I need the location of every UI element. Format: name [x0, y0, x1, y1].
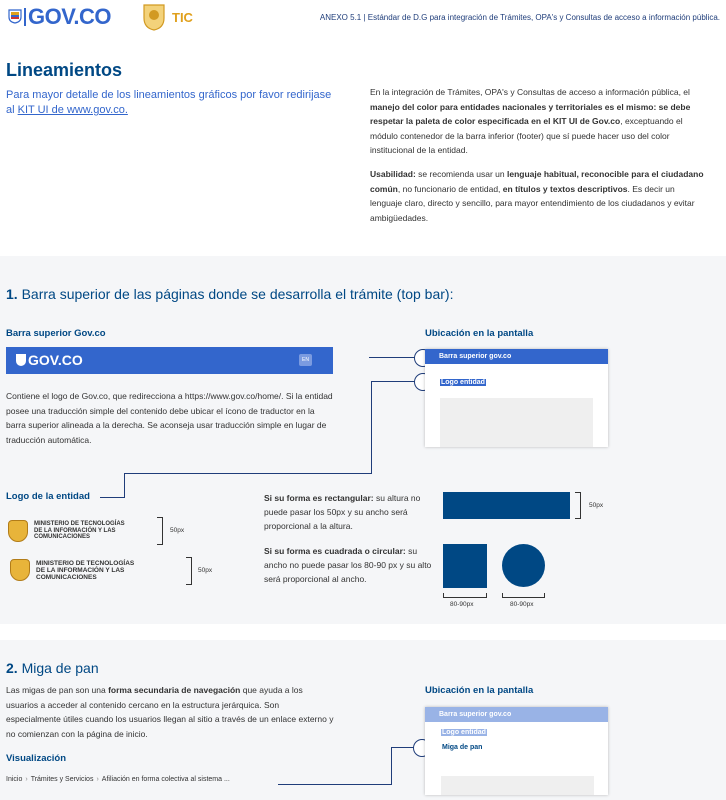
connector-line [391, 747, 414, 748]
entity-seal-icon [10, 559, 30, 581]
p1-text-a: En la integración de Trámites, OPA's y Consultas de acceso a información pública, el [370, 87, 690, 97]
dimension-bracket [157, 517, 163, 545]
breadcrumb-item[interactable]: Afiliación en forma colectiva al sistema ... [101, 776, 230, 783]
entity-logo-sample [10, 559, 141, 581]
entity-name: MINISTERIO DE TECNOLOGÍAS DE LA INFORMACIÓN Y LAS COMUNICACIONES [34, 521, 125, 541]
s2-desc-bold: forma secundaria de navegación [108, 685, 241, 695]
p1-text-bold: manejo del color para entidades nacionales y territoriales es el mismo: se debe respetar la paleta de color especificada en el KIT UI de Gov.co [370, 101, 691, 126]
section-1-title-text: Barra superior de las páginas donde se desarrolla el trámite (top bar): [17, 286, 454, 302]
rule-rect-label: Si su forma es rectangular: [264, 493, 374, 503]
page-title: Lineamientos [6, 60, 123, 80]
rule-sq-text: su ancho no puede pasar los 80-90 px y su alto será proporcional al ancho. [264, 546, 432, 584]
width-label: 80-90px [510, 601, 534, 608]
p2-text-f: . Es decir un lenguaje claro, directo y sencillo, para mayor entendimiento de los ciudadanos y evitar ambigüedades. [370, 183, 695, 223]
annex-header-text: ANEXO 5.1 | Estándar de D.G para integración de Trámites, OPA's y Consultas de acceso a información pública. [319, 13, 720, 22]
s2-desc-c: que ayuda a los usuarios a acceder al contenido cercano en la estructura jerárquica. Son especialmente útiles cuando los usuarios llegan al sitio a través de un enlace externo y no comienzan con la página de inicio. [6, 685, 334, 739]
p2-text-d: , no funcionario de entidad, [397, 183, 503, 194]
height-label: 50px [198, 567, 213, 574]
height-label: 50px [589, 502, 604, 509]
connector-line [100, 497, 125, 498]
connector-line [369, 357, 417, 358]
gov-co-top-bar-sample [6, 347, 333, 374]
connector-line [278, 784, 392, 785]
gov-co-logo[interactable]: GOV.CO [24, 4, 111, 30]
p2-label: Usabilidad: [370, 169, 416, 179]
connector-line [371, 381, 415, 382]
entity-name: MINISTERIO DE TECNOLOGÍAS DE LA INFORMACIÓN Y LAS COMUNICACIONES [36, 559, 135, 581]
rectangular-logo-shape [443, 492, 570, 519]
section-1-number: 1. [6, 286, 18, 302]
top-bar-logo[interactable]: GOV.CO [28, 352, 83, 368]
dimension-bracket [186, 557, 192, 585]
language-toggle[interactable]: EN [299, 354, 312, 366]
connector-line [391, 747, 392, 785]
section-1-title [6, 286, 453, 302]
section-2-title-text: Miga de pan [17, 660, 99, 676]
kit-ui-link[interactable]: KIT UI de www.gov.co. [17, 104, 128, 116]
circular-logo-shape [502, 544, 545, 587]
entity-logo-subheading: Logo de la entidad [6, 491, 90, 502]
screen-mockup [425, 349, 608, 447]
intro-text [6, 88, 336, 118]
entity-logo-sample [8, 520, 134, 542]
section-2-title [6, 660, 99, 676]
colombia-shield-icon [8, 9, 22, 24]
dimension-bracket [575, 492, 581, 519]
top-bar-subheading: Barra superior Gov.co [6, 328, 106, 339]
mock-top-bar: Barra superior gov.co [425, 707, 608, 722]
p2-text-bold-c: lenguaje habitual, reconocible para el ciudadano común [370, 169, 704, 194]
dimension-bracket [502, 593, 545, 598]
tic-logo-text: TIC [172, 10, 193, 25]
mock-logo-label: Logo entidad [442, 729, 486, 736]
gov-shield-icon [16, 354, 26, 366]
rule-sq-label: Si su forma es cuadrada o circular: [264, 546, 406, 556]
section-2-number: 2. [6, 660, 18, 676]
height-label: 50px [170, 527, 185, 534]
mock-content-block [440, 398, 593, 447]
rule-rect-text: su altura no puede pasar los 50px y su ancho será proporcional a la altura. [264, 493, 421, 531]
square-logo-shape [443, 544, 487, 588]
connector-line [124, 473, 372, 474]
mock-breadcrumb-label: Miga de pan [442, 744, 483, 751]
mock-top-bar: Barra superior gov.co [425, 349, 608, 364]
breadcrumb [6, 776, 230, 783]
screen-location-subheading: Ubicación en la pantalla [425, 328, 534, 339]
square-logo-rule [264, 544, 436, 586]
visualization-subheading: Visualización [6, 753, 67, 764]
dimension-bracket [443, 593, 487, 598]
tic-seal-icon [141, 3, 167, 31]
breadcrumb-description [6, 683, 336, 741]
rectangular-logo-rule [264, 491, 436, 533]
intro-text-prefix: Para mayor detalle de los lineamientos gráficos por favor redirijase al [6, 89, 332, 116]
chevron-right-icon: › [96, 776, 99, 783]
screen-mockup [425, 707, 608, 795]
mock-logo-label: Logo entidad [441, 379, 485, 386]
chevron-right-icon: › [25, 776, 28, 783]
usability-paragraph [370, 167, 705, 225]
mock-content-block [441, 776, 594, 795]
p2-text-b: se recomienda usar un [415, 169, 508, 179]
s2-desc-a: Las migas de pan son una [6, 685, 109, 695]
connector-line [124, 473, 125, 498]
breadcrumb-item[interactable]: Inicio [6, 776, 23, 783]
color-guideline-paragraph [370, 85, 705, 158]
p2-text-bold-e: en títulos y textos descriptivos [502, 183, 628, 194]
entity-seal-icon [8, 520, 28, 542]
top-bar-description: Contiene el logo de Gov.co, que redirecciona a https://www.gov.co/home/. Si la entidad posee una traducción simple del contenido debe ubicar el ícono de traductor en la barra superior alineada a la derecha. Se aconseja usar traducción simple en lugar de traducción automática. [6, 391, 333, 445]
width-label: 80-90px [450, 601, 474, 608]
breadcrumb-item[interactable]: Trámites y Servicios [30, 776, 94, 783]
p1-text-c: , exceptuando el módulo contenedor de la barra inferior (footer) que sí puede hacer uso del color institucional de la entidad. [370, 116, 683, 155]
screen-location-subheading: Ubicación en la pantalla [425, 685, 534, 696]
connector-line [371, 381, 372, 474]
